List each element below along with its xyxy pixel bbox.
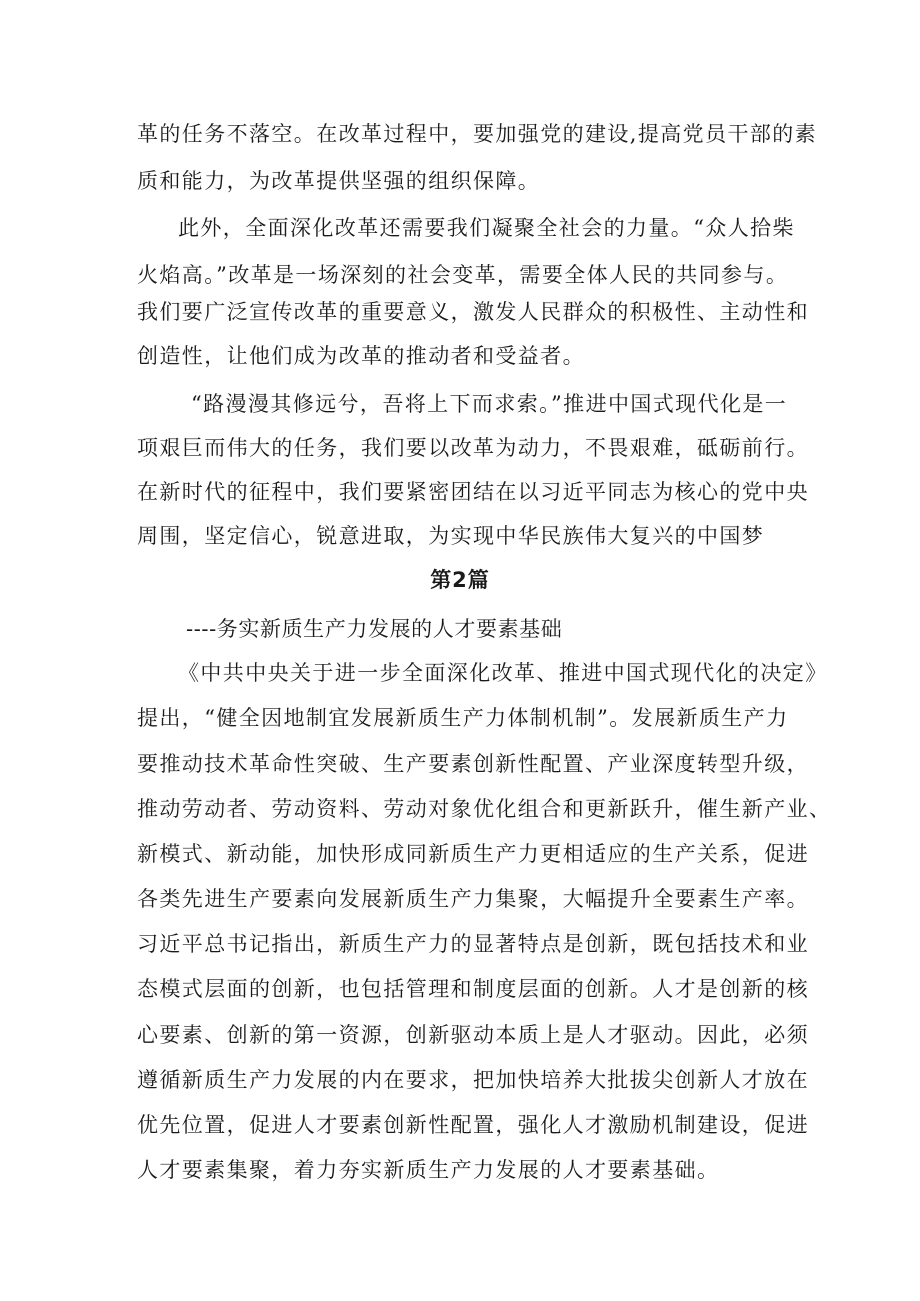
paragraph-line: 我们要广泛宣传改革的重要意义，激发人民群众的积极性、主动性和 [137,300,809,324]
paragraph-line: 优先位置，促进人才要素创新性配置，强化人才激励机制建设，促进 [137,1113,809,1137]
paragraph-line: 《中共中央关于进一步全面深化改革、推进中国式现代化的决定》 [178,661,828,685]
paragraph-line: 创造性，让他们成为改革的推动者和受益者。 [137,344,585,368]
paragraph-line: 在新时代的征程中，我们要紧密团结在以习近平同志为核心的党中央 [137,480,809,504]
paragraph-line: 项艰巨而伟大的任务，我们要以改革为动力，不畏艰难，砥砺前行。 [137,436,809,460]
paragraph-line: 周围，坚定信心，锐意进取，为实现中华民族伟大复兴的中国梦 [137,524,765,548]
paragraph-line: 提出，“健全因地制宜发展新质生产力体制机制”。发展新质生产力 [137,706,789,730]
paragraph-line: 要推动技术革命性突破、生产要素创新性配置、产业深度转型升级， [137,752,809,776]
paragraph-line: 人才要素集聚，着力夯实新质生产力发展的人才要素基础。 [137,1158,720,1182]
paragraph-line: 新模式、新动能，加快形成同新质生产力更相适应的生产关系，促进 [137,842,809,866]
paragraph-line: 习近平总书记指出，新质生产力的显著特点是创新，既包括技术和业 [137,932,809,956]
paragraph-line: 推动劳动者、劳动资料、劳动对象优化组合和更新跃升，催生新产业、 [137,797,832,821]
paragraph-line: 态模式层面的创新，也包括管理和制度层面的创新。人才是创新的核 [137,977,809,1001]
section-heading: 第2篇 [430,568,490,592]
paragraph-line: “路漫漫其修远兮，吾将上下而求索。”推进中国式现代化是一 [191,392,788,416]
paragraph-line: 革的任务不落空。在改革过程中，要加强党的建设,提高党员干部的素 [137,122,818,146]
paragraph-line: 遵循新质生产力发展的内在要求，把加快培养大批拔尖创新人才放在 [137,1068,809,1092]
paragraph-line: 火焰高。”改革是一场深刻的社会变革，需要全体人民的共同参与。 [137,263,789,287]
paragraph-line: 心要素、创新的第一资源，创新驱动本质上是人才驱动。因此，必须 [137,1023,809,1047]
paragraph-line: 质和能力，为改革提供坚强的组织保障。 [137,169,541,193]
paragraph-line: 此外，全面深化改革还需要我们凝聚全社会的力量。“众人拾柴 [178,216,795,240]
section-subtitle: ----务实新质生产力发展的人才要素基础 [186,617,563,641]
paragraph-line: 各类先进生产要素向发展新质生产力集聚，大幅提升全要素生产率。 [137,887,809,911]
